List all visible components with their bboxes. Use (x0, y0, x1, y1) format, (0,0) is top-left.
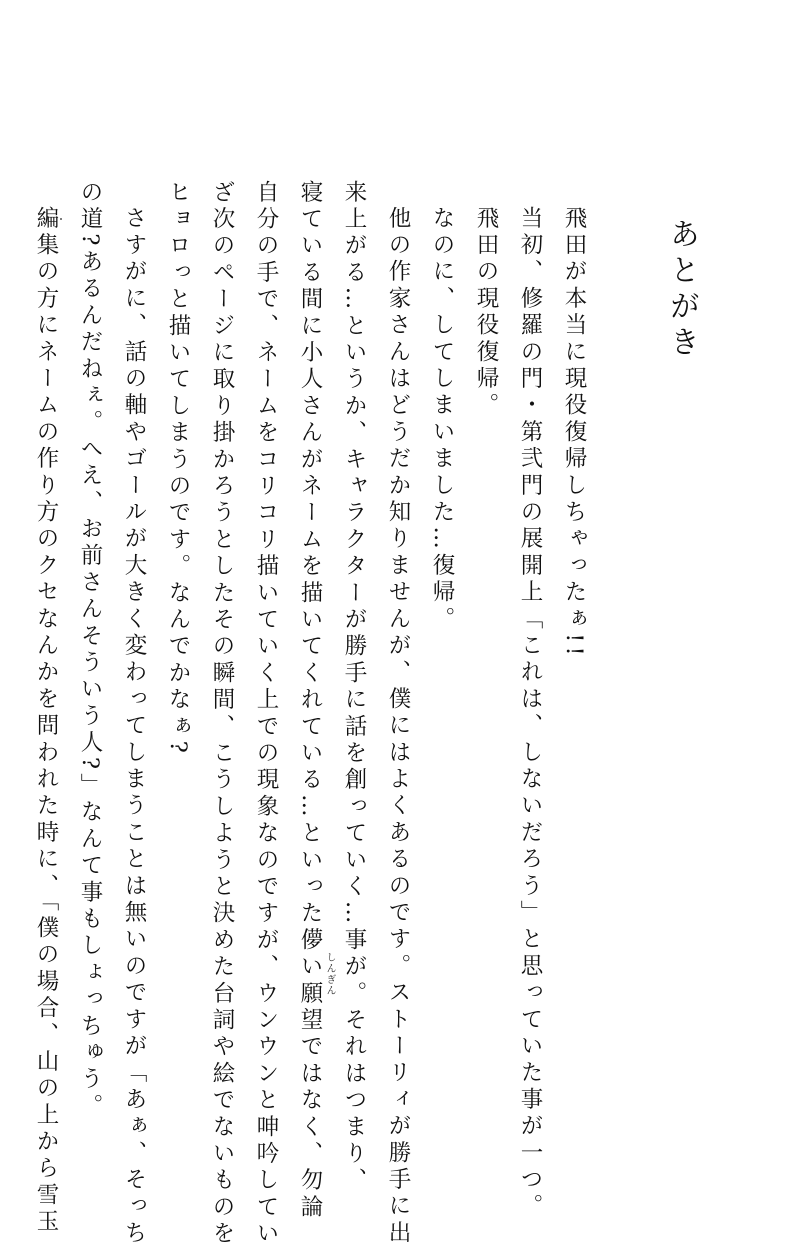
text-line: 寝ている間に小人さんがネームを描いてくれている…といった儚い願望ではなく、勿論 (297, 180, 323, 1222)
text-line: の道?あるんだねぇ。へえ、お前さんそういう人?」なんて事もしょっちゅう。 (77, 180, 103, 1121)
text-line: さすがに、話の軸やゴールが大きく変わってしまうことは無いのですが「あぁ、そっち (121, 206, 147, 1248)
text-line: なのに、してしまいました…復帰。 (429, 206, 455, 634)
text-line: ざ次のページに取り掛かろうとしたその瞬間、こうしようと決めた台詞や絵でないものを (209, 180, 235, 1248)
text-line: 飛田が本当に現役復帰しちゃったぁ!! (561, 206, 587, 660)
afterword-body (33, 180, 596, 1248)
text-line: ヒョロっと描いてしまうのです。なんでかなぁ? (165, 180, 191, 757)
page-title: あとがき (664, 218, 699, 362)
text-line: 他の作家さんはどうだか知りませんが、僕にはよくあるのです。ストーリィが勝手に出 (385, 206, 411, 1248)
text-line: 飛田の現役復帰。 (473, 206, 499, 420)
text-line: 当初、修羅の門・第弐門の展開上「これは、しないだろう」と思っていた事が一つ。 (517, 206, 543, 1221)
text-line: 来上がる…というか、キャラクターが勝手に話を創っていく…事が。それはつまり、 (341, 180, 367, 1195)
ruby-annotation: しんぎん (324, 952, 335, 996)
text-line: 自分の手で、ネームをコリコリ描いていく上での現象なのですが、ウンウンと呻吟してい (253, 180, 279, 1248)
scan-speck (60, 218, 62, 220)
text-line: 編集の方にネームの作り方のクセなんかを問われた時に、「僕の場合、山の上から雪玉 (33, 206, 59, 1237)
